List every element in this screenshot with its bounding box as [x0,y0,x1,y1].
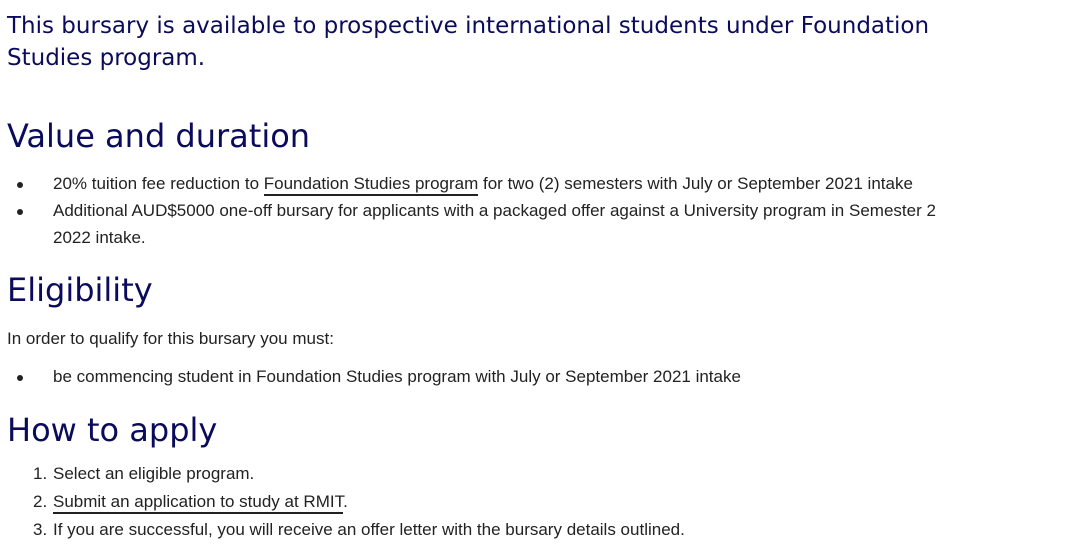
bullet-icon [17,209,23,215]
list-item-text: Additional AUD$5000 one-off bursary for applicants with a packaged offer against a University program in Semester 2 2022 intake. [53,201,936,247]
step-item [7,488,685,516]
eligibility-heading: Eligibility [7,271,153,309]
foundation-studies-link[interactable]: Foundation Studies program [264,174,479,196]
bullet-icon [17,182,23,188]
list-item [7,363,1067,390]
list-item [7,197,1067,251]
step-text: Select an eligible program. [53,464,255,483]
step-text: If you are successful, you will receive an offer letter with the bursary details outlined. [53,520,685,539]
how-to-apply-steps [7,460,685,544]
how-to-apply-heading: How to apply [7,411,218,449]
submit-application-link[interactable]: Submit an application to study at RMIT [53,492,343,514]
step-number: 2. [33,492,48,511]
list-item-text: be commencing student in Foundation Studies program with July or September 2021 intake [53,367,741,386]
bullet-icon [17,375,23,381]
intro-text: This bursary is available to prospective international students under Foundation Studies program. [7,13,930,71]
step-text: . [343,492,348,511]
list-item-text: for two (2) semesters with July or September 2021 intake [478,174,913,193]
step-item [7,460,685,488]
eligibility-list [7,363,1067,390]
eligibility-intro: In order to qualify for this bursary you must: [7,329,334,348]
value-duration-list [7,170,1067,251]
list-item [7,170,1067,197]
step-number: 3. [33,520,48,539]
step-item [7,516,685,544]
value-duration-heading: Value and duration [7,117,311,155]
step-number: 1. [33,464,48,483]
list-item-text: 20% tuition fee reduction to [53,174,264,193]
